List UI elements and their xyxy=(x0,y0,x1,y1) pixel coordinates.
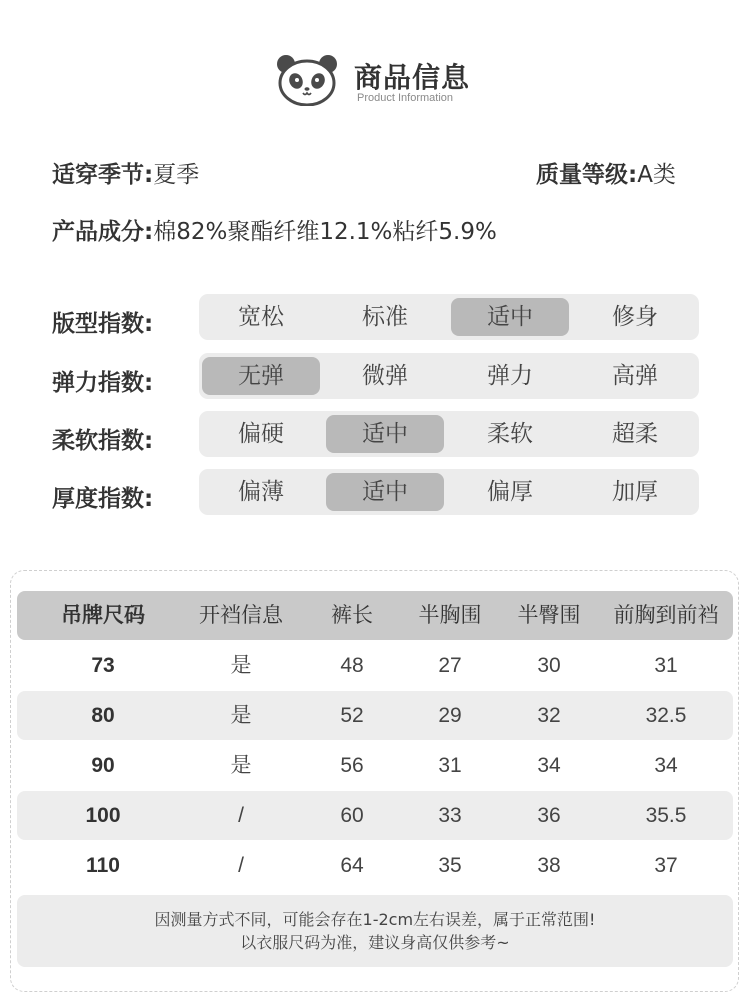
table-row xyxy=(17,641,733,690)
cell-half-chest: 35 xyxy=(438,854,462,877)
thickness-option: 偏薄 xyxy=(238,479,284,505)
softness-option: 偏硬 xyxy=(238,421,284,447)
elasticity-index-scale xyxy=(199,353,699,399)
cell-length: 60 xyxy=(340,804,364,827)
cell-half-chest: 31 xyxy=(438,754,462,777)
thickness-index-label: 厚度指数: xyxy=(52,486,154,512)
cell-open-crotch: / xyxy=(238,854,244,877)
header-chest-to-crotch: 前胸到前裆 xyxy=(613,603,719,627)
thickness-option: 加厚 xyxy=(612,479,658,505)
cell-length: 48 xyxy=(340,654,364,677)
fit-option: 宽松 xyxy=(238,304,284,330)
fit-option: 修身 xyxy=(612,304,658,330)
fit-index-scale xyxy=(199,294,699,340)
composition-label: 产品成分: xyxy=(52,219,154,245)
size-table-header xyxy=(17,591,733,640)
cell-half-hip: 38 xyxy=(537,854,561,877)
softness-option: 柔软 xyxy=(487,421,533,447)
table-row xyxy=(17,791,733,840)
season-label: 适穿季节: xyxy=(52,162,154,188)
cell-half-hip: 34 xyxy=(537,754,561,777)
header-open-crotch: 开裆信息 xyxy=(199,603,283,627)
elasticity-index-label: 弹力指数: xyxy=(52,370,154,396)
season-line xyxy=(52,156,199,189)
cell-half-hip: 30 xyxy=(537,654,561,677)
cell-half-chest: 29 xyxy=(438,704,462,727)
thickness-option: 偏厚 xyxy=(487,479,533,505)
cell-size: 100 xyxy=(85,804,121,827)
cell-chest-to-crotch: 34 xyxy=(654,754,678,777)
cell-chest-to-crotch: 32.5 xyxy=(645,704,687,727)
grade-label: 质量等级: xyxy=(536,162,638,188)
page-subtitle: Product Information xyxy=(357,92,453,104)
table-row xyxy=(17,741,733,790)
cell-open-crotch: 是 xyxy=(230,654,252,677)
cell-size: 80 xyxy=(91,704,115,727)
season-value: 夏季 xyxy=(153,162,200,188)
thickness-option-selected: 适中 xyxy=(326,473,444,511)
elasticity-option: 弹力 xyxy=(487,363,533,389)
cell-open-crotch: 是 xyxy=(230,704,252,727)
cell-open-crotch: / xyxy=(238,804,244,827)
cell-half-hip: 32 xyxy=(537,704,561,727)
cell-half-chest: 27 xyxy=(438,654,462,677)
fit-option-selected: 适中 xyxy=(451,298,569,336)
cell-size: 73 xyxy=(91,654,115,677)
softness-option: 超柔 xyxy=(612,421,658,447)
composition-line xyxy=(52,213,497,246)
cell-length: 64 xyxy=(340,854,364,877)
cell-open-crotch: 是 xyxy=(230,754,252,777)
composition-value: 棉82%聚酯纤维12.1%粘纤5.9% xyxy=(153,219,497,245)
elasticity-option: 高弹 xyxy=(612,363,658,389)
cell-length: 52 xyxy=(340,704,364,727)
cell-chest-to-crotch: 37 xyxy=(654,854,678,877)
fit-option: 标准 xyxy=(362,304,408,330)
cell-half-chest: 33 xyxy=(438,804,462,827)
note-line-2: 以衣服尺码为准，建议身高仅供参考~ xyxy=(240,933,510,952)
cell-half-hip: 36 xyxy=(537,804,561,827)
cell-length: 56 xyxy=(340,754,364,777)
measurement-note xyxy=(17,895,733,967)
header-half-hip: 半臀围 xyxy=(517,603,581,627)
page-title: 商品信息 xyxy=(354,61,471,94)
header-half-chest: 半胸围 xyxy=(418,603,482,627)
table-row xyxy=(17,691,733,740)
thickness-index-scale xyxy=(199,469,699,515)
cell-chest-to-crotch: 31 xyxy=(654,654,678,677)
grade-value: A类 xyxy=(637,162,676,188)
softness-index-label: 柔软指数: xyxy=(52,428,154,454)
cell-size: 90 xyxy=(91,754,115,777)
header-length: 裤长 xyxy=(331,603,373,627)
cell-size: 110 xyxy=(86,854,120,877)
grade-line xyxy=(536,156,676,189)
header-tag-size: 吊牌尺码 xyxy=(61,603,145,627)
fit-index-label: 版型指数: xyxy=(52,311,154,337)
softness-option-selected: 适中 xyxy=(326,415,444,453)
elasticity-option-selected: 无弹 xyxy=(202,357,320,395)
table-row xyxy=(17,841,733,890)
panda-icon xyxy=(276,54,338,106)
note-line-1: 因测量方式不同，可能会存在1-2cm左右误差，属于正常范围! xyxy=(154,910,596,929)
elasticity-option: 微弹 xyxy=(362,363,408,389)
cell-chest-to-crotch: 35.5 xyxy=(645,804,687,827)
softness-index-scale xyxy=(199,411,699,457)
